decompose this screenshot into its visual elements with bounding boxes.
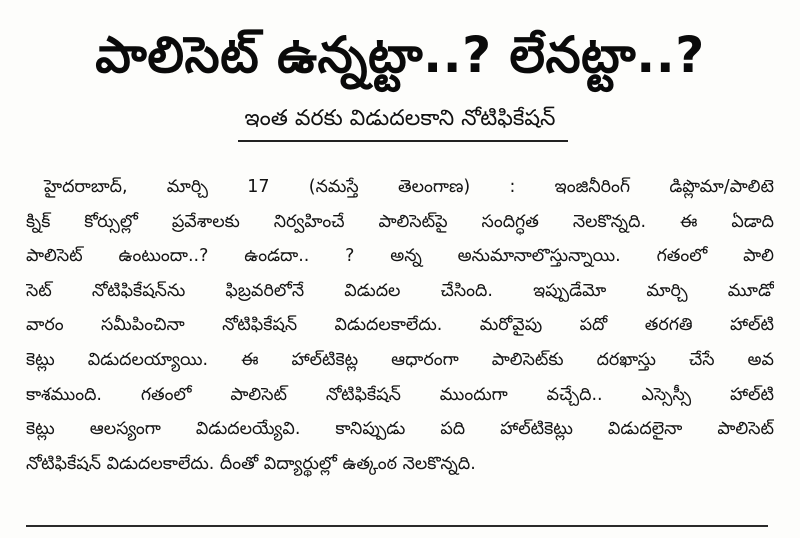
headline: పాలిసెట్ ఉన్నట్టా..? లేనట్టా..? bbox=[95, 26, 705, 84]
article-body bbox=[26, 170, 774, 481]
body-line: నోటిఫికేషన్ విడుదలకాలేదు. దీంతో విద్యార్థుల్లో ఉత్కంఠ నెలకొన్నది. bbox=[26, 453, 476, 474]
body-line: కెట్లు ఆలస్యంగా విడుదలయ్యేవి. కానిప్పుడు పది హాల్‌టికెట్లు విడుదలైనా పాలిసెట్ bbox=[26, 419, 774, 440]
body-line: హైదరాబాద్, మార్చి 17 (నమస్తే తెలంగాణ) : ఇంజినీరింగ్ డిప్లొమా/పాలిటె bbox=[44, 177, 774, 197]
body-line: వారం సమీపించినా నోటిఫికేషన్ విడుదలకాలేదు. మరోవైపు పదో తరగతి హాల్‌టి bbox=[26, 315, 774, 336]
body-line: కెట్లు విడుదలయ్యాయి. ఈ హాల్‌టికెట్ల ఆధారంగా పాలిసెట్‌కు దరఖాస్తు చేసే అవ bbox=[26, 349, 774, 370]
body-line: పాలిసెట్ ఉంటుందా..? ఉండదా.. ? అన్న అనుమానాలొస్తున్నాయి. గతంలో పాలి bbox=[26, 246, 774, 267]
bottom-divider bbox=[26, 525, 768, 527]
body-line: కాశముంది. గతంలో పాలిసెట్ నోటిఫికేషన్ ముందుగా వచ్చేది.. ఎస్సెస్సీ హాల్‌టి bbox=[26, 384, 774, 405]
subheadline-underline bbox=[238, 140, 568, 142]
body-line: క్నిక్ కోర్సుల్లో ప్రవేశాలకు నిర్వహించే పాలిసెట్‌పై సందిగ్ధత నెలకొన్నది. ఈ ఏడాది bbox=[26, 211, 774, 232]
subheadline: ఇంత వరకు విడుదలకాని నోటిఫికేషన్ bbox=[244, 106, 556, 131]
body-line: సెట్ నోటిఫికేషన్‌ను ఫిబ్రవరిలోనే విడుదల చేసింది. ఇప్పుడేమో మార్చి మూడో bbox=[26, 280, 774, 301]
